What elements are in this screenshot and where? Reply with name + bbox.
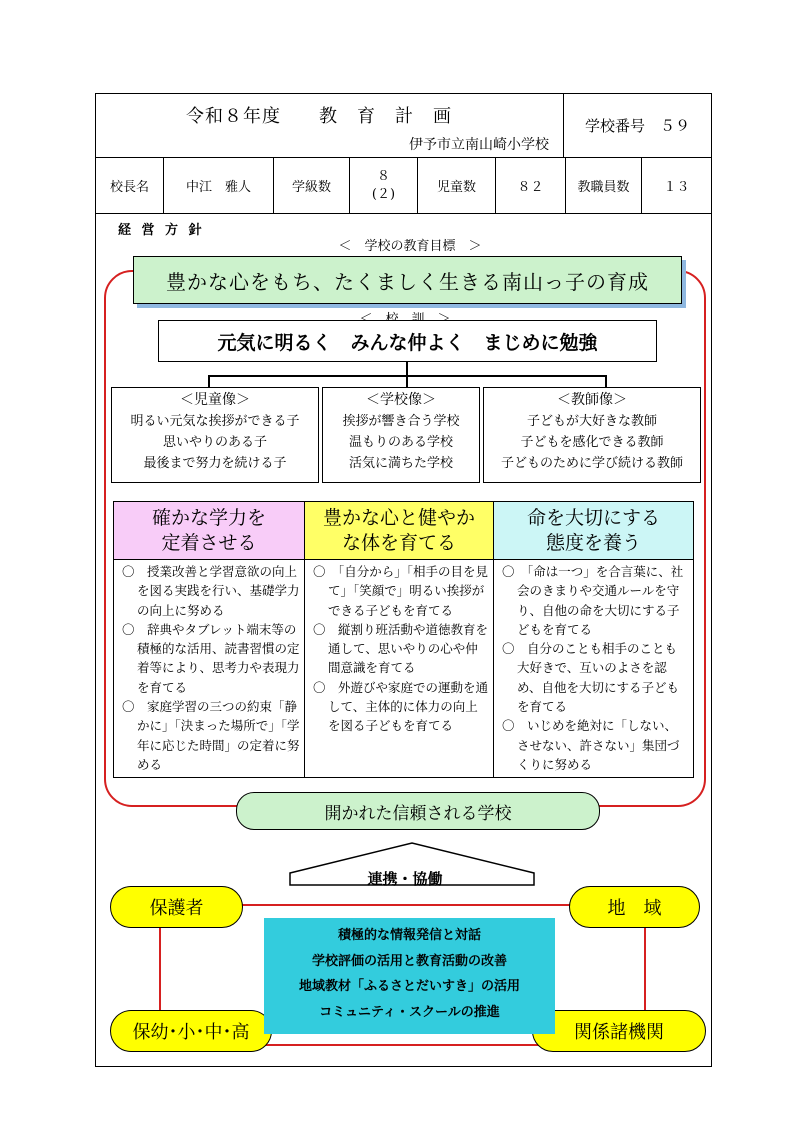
ideal-school-title: ＜学校像＞: [366, 392, 436, 408]
ideal-school-box: [322, 387, 480, 483]
pillar-title-line: 豊かな心と健やか: [322, 506, 475, 529]
partner-agencies: 関係諸機関: [532, 1010, 706, 1052]
initiatives-box: [264, 918, 555, 1034]
management-policy-label: 経 営 方 針: [118, 223, 205, 238]
open-school-banner: 開かれた信頼される学校: [236, 792, 600, 830]
ideal-student-title: ＜児童像＞: [180, 392, 250, 408]
ideal-student-box: [111, 387, 319, 483]
principal-value: 中江 雅人: [164, 158, 274, 214]
pillar-academic: [113, 501, 305, 778]
school-name: 伊予市立南山崎小学校: [409, 137, 549, 153]
ideal-student-line: 明るい元気な挨拶ができる子: [130, 414, 300, 429]
ideal-school-line: 挨拶が響き合う学校: [342, 414, 460, 429]
pillar-title-line: 定着させる: [161, 531, 257, 554]
ideal-teacher-line: 子どものために学び続ける教師: [500, 456, 683, 471]
connector-line: [406, 362, 408, 376]
partner-schools: 保幼･小･中･高: [110, 1010, 272, 1052]
classes-value-cell: [350, 158, 418, 214]
pillar-item: 〇 自分のことも相手のことも大好きで、互いのよさを認め、自他を大切にする子どもを育てる: [502, 641, 680, 715]
ideal-teacher-line: 子どもを感化できる教師: [520, 435, 664, 450]
partner-community: 地 域: [569, 886, 700, 928]
pillar-heart-body: [304, 501, 494, 778]
pillar-title-line: な体を育てる: [341, 531, 456, 554]
pillar-item: 〇 「命は一つ」を合言葉に、社会のきまりや交通ルールを守り、自他の命を大切にする子どもを育てる: [502, 564, 684, 637]
staff-label: 教職員数: [566, 158, 642, 214]
educational-goal: 豊かな心をもち、たくましく生きる南山っ子の育成: [133, 256, 682, 304]
pillar-item: 〇 辞典やタブレット端末等の積極的な活用、読書習慣の定着等により、思考力や表現力を育てる: [122, 621, 300, 695]
pillar-item: 〇 外遊びや家庭での運動を通して、主体的に体力の向上を図る子どもを育てる: [313, 679, 489, 734]
ideal-school-line: 温もりのある学校: [348, 435, 453, 450]
initiative-item: コミュニティ・スクールの推進: [319, 1004, 500, 1020]
ideal-school-line: 活気に満ちた学校: [348, 456, 453, 471]
pillar-title-line: 態度を養う: [545, 531, 641, 554]
initiative-item: 地域教材「ふるさとだいすき」の活用: [298, 979, 520, 994]
pillar-life: [493, 501, 694, 778]
plan-title: 令和８年度 教 育 計 画: [186, 106, 452, 127]
ideal-student-line: 思いやりのある子: [162, 435, 267, 450]
goal-heading: ＜ 学校の教育目標 ＞: [338, 239, 482, 254]
students-value: ８２: [496, 158, 566, 214]
pillar-item: 〇 縦割り班活動や道徳教育を通して、思いやりの心や仲間意識を育てる: [313, 621, 489, 676]
pillar-item: 〇 「自分から」「相手の目を見て」「笑顔で」明るい挨拶ができる子どもを育てる: [313, 564, 489, 618]
pillar-heart-body-title: [305, 502, 493, 560]
partner-guardians: 保護者: [110, 886, 243, 928]
students-label: 児童数: [418, 158, 496, 214]
ideal-teacher-box: [483, 387, 701, 483]
staff-value: １３: [642, 158, 711, 214]
classes-sub: (２): [371, 186, 396, 202]
classes-value: ８: [376, 168, 390, 184]
school-number: 学校番号 ５９: [564, 94, 711, 158]
pillar-life-title: [494, 502, 693, 560]
initiative-item: 学校評価の活用と教育活動の改善: [311, 953, 507, 969]
classes-label: 学級数: [274, 158, 350, 214]
cooperation-label: 連携・協働: [367, 870, 443, 888]
pillar-item: 〇 いじめを絶対に「しない、させない、許さない」集団づくりに努める: [502, 718, 680, 772]
plan-header: [96, 94, 564, 158]
connector-line: [605, 375, 607, 387]
ideal-teacher-line: 子どもが大好きな教師: [526, 414, 657, 429]
pillar-item: 〇 家庭学習の三つの約束「静かに」「決まった場所で」「学年に応じた時間」の定着に努める: [122, 699, 300, 772]
ideal-teacher-title: ＜教師像＞: [557, 392, 627, 408]
pillar-item: 〇 授業改善と学習意欲の向上を図る実践を行い、基礎学力の向上に努める: [122, 564, 300, 618]
pillar-academic-title: [114, 502, 304, 560]
pillar-title-line: 命を大切にする: [526, 506, 660, 529]
connector-line: [406, 375, 408, 387]
school-motto: 元気に明るく みんな仲よく まじめに勉強: [158, 320, 657, 362]
connector-line: [208, 375, 210, 387]
initiative-item: 積極的な情報発信と対話: [337, 928, 481, 943]
principal-label: 校長名: [96, 158, 164, 214]
ideal-student-line: 最後まで努力を続ける子: [143, 456, 287, 471]
pillar-title-line: 確かな学力を: [151, 506, 266, 529]
